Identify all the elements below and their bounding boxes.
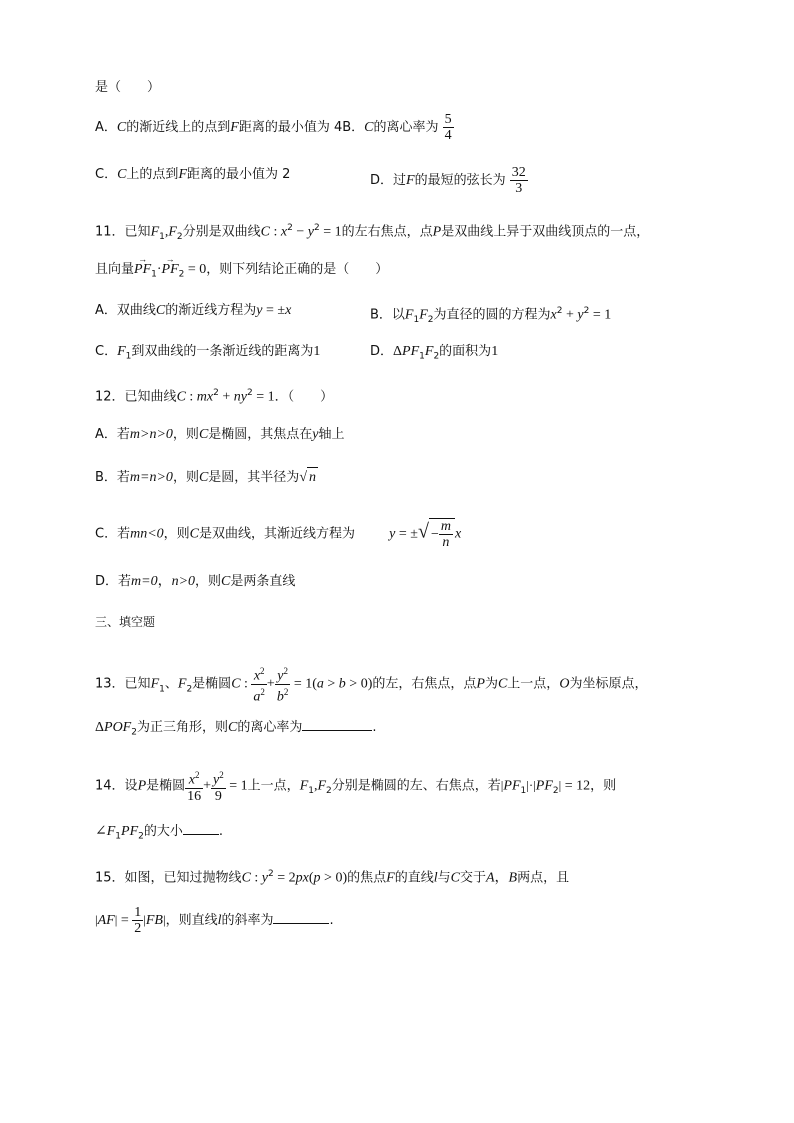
q13-answer-blank[interactable] [302,718,372,731]
q12-option-d: D．若m=0，n>0，则C是两条直线 [95,574,296,589]
q12-option-a: A．若m>n>0，则C是椭圆，其焦点在y轴上 [95,427,345,442]
q10-option-b-text: 的离心率为 [373,120,439,135]
q10-option-d-text: 的最短的弦长为 [414,173,506,188]
q12-option-b: B．若m=n>0，则C是圆，其半径为√ n [95,467,318,488]
q11-option-a: A．双曲线C的渐近线方程为y = ±x [95,303,292,318]
q13-line2: $\Delta POF_2$为正三角形，则C的离心率为 . [95,720,377,738]
q12-option-d-label: D．若 [95,574,132,589]
q14-line2: $\angle F_1PF_2$的大小 . [95,824,224,842]
q13-line1: 13．已知$F_1$、$F_2$是椭圆C : $\frac{x^2}{a^2}$ + $\frac{y^2}{b^2}$ = 1(a > b > 0)的左，右焦点，点P为C上一点，O为坐标原点， [95,666,648,705]
q12-number: 12． [95,389,125,405]
q12-option-a-label: A．若 [95,427,130,442]
q10-option-c-label: C． [95,167,118,182]
q11-number: 11． [95,224,125,240]
q15-line1: 15．如图，已知过抛物线C : $y^2 = 2px(p > 0)$的焦点F的直线l与C交于A，B两点，且 [95,869,570,886]
q14-number: 14． [95,778,125,794]
q10-option-a-label: A． [95,120,117,135]
q10-option-c: C．C上的点到F距离的最小值为 2 [95,167,291,182]
q10-option-a-b: A．C的渐近线上的点到F距离的最小值为 4B．C的离心率为 $\frac{5}{4}$ [95,112,452,143]
q11-option-d: D．$\Delta PF_1F_2$的面积为1 [370,344,499,362]
q12-option-c: C．若mn<0，则C是双曲线，其渐近线方程为 y = ±√ − $\frac{m}{n}$ x [95,519,462,550]
q10-option-d-label: D．过 [370,173,407,188]
q11-option-b: B．以$F_1F_2$为直径的圆的方程为$x^2 + y^2 = 1$ [370,306,612,325]
q10-option-a-text2: 距离的最小值为 4 [238,120,343,135]
q10-option-b-fraction: $\frac{5}{4}$ [444,112,452,143]
q11-line2: 且向量→ $PF_1\cdot\to PF_2 = 0$，则下列结论正确的是（ ） [95,260,388,285]
q10-option-c-text: 上的点到 [126,167,179,182]
q10-option-a-text: 的渐近线上的点到 [126,120,231,135]
q15-answer-blank[interactable] [273,911,329,924]
q10-option-d-fraction: $\frac{32}{3}$ [511,165,526,196]
q15-line2: |AF| = $\frac{1}{2}$ |FB|，则直线l的斜率为 . [95,905,334,936]
q10-option-b-label: B． [342,120,365,135]
q15-number: 15． [95,870,125,886]
q14-answer-blank[interactable] [183,822,219,835]
q10-option-d: D．过F的最短的弦长为 $\frac{32}{3}$ [370,165,526,196]
q11-line1: 11．已知$F_1,F_2$分别是双曲线C : $x^2 - y^2 = 1$的左右焦点，点P是双曲线上异于双曲线顶点的一点， [95,223,650,242]
q11-option-c: C．$F_1$到双曲线的一条渐近线的距离为1 [95,344,321,362]
q11-option-d-label: D． [370,344,394,359]
q11-option-c-label: C． [95,344,118,359]
q12-option-c-label: C．若 [95,526,131,542]
q12-option-b-label: B．若 [95,470,130,485]
q14-line1: 14．设P是椭圆 $\frac{x^2}{16}$ + $\frac{y^2}{9}$ = 1上一点，$F_1,F_2$分别是椭圆的左、右焦点，若$|PF_1|\cdot|PF_2| = 12$，则 [95,770,617,804]
q10-stem-tail: 是（ ） [95,80,161,95]
q11-option-a-label: A．双曲线 [95,303,156,318]
q11-option-b-label: B．以 [370,307,405,323]
q10-option-c-text2: 距离的最小值为 2 [187,167,291,182]
q12-stem: 12．已知曲线C : $mx^2 + ny^2 = 1$．（ ） [95,388,334,405]
q13-number: 13． [95,676,125,692]
section-fill-in-title: 三、填空题 [95,615,156,629]
